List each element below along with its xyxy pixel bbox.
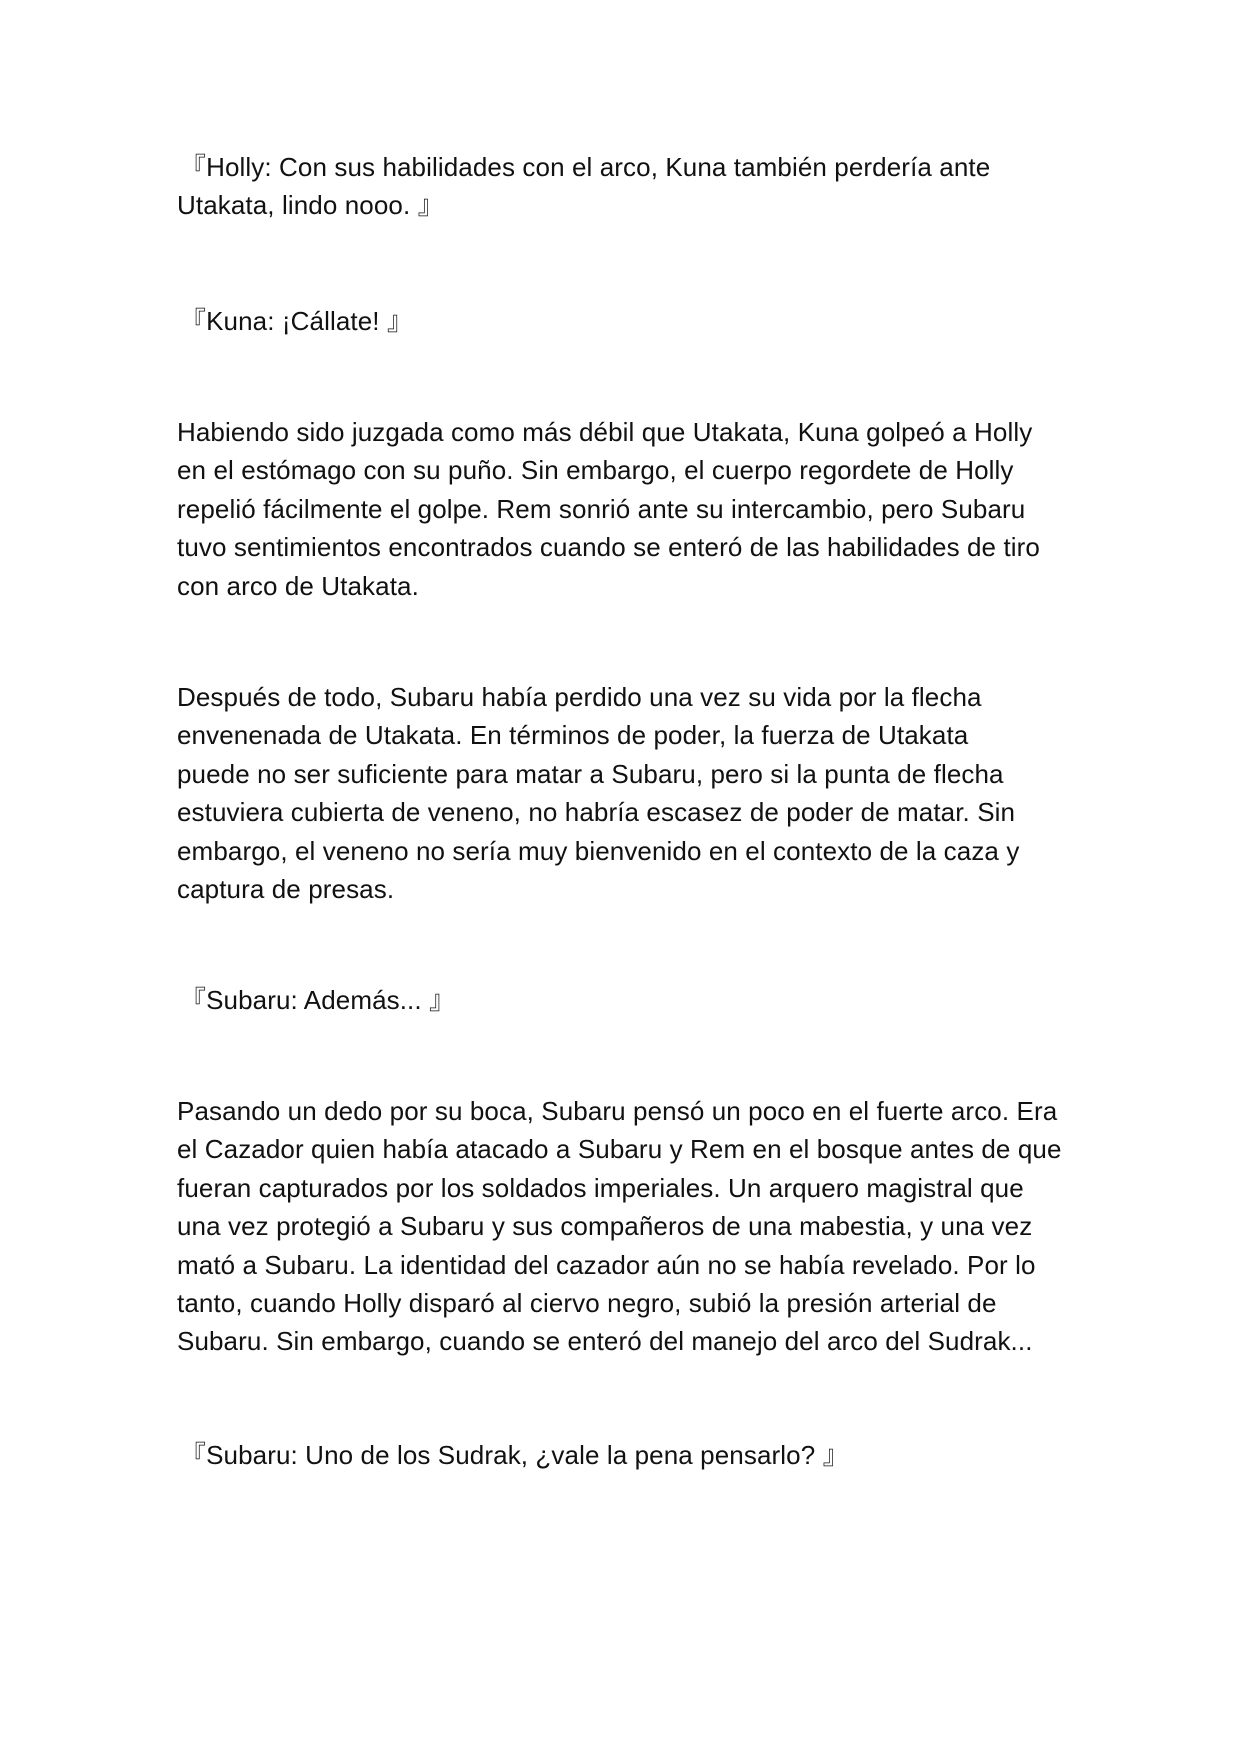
text-line: envenenada de Utakata. En términos de poder, la fuerza de Utakata (177, 720, 969, 751)
text-line: 『Holly: Con sus habilidades con el arco, Kuna también perdería ante (180, 152, 991, 182)
text-line: Después de todo, Subaru había perdido una vez su vida por la flecha (177, 682, 982, 712)
dialogue-kuna (180, 302, 1080, 340)
text-line: una vez protegió a Subaru y sus compañeros de una mabestia, y una vez (177, 1211, 1033, 1242)
text-line: fueran capturados por los soldados imperiales. Un arquero magistral que (177, 1172, 1024, 1203)
text-line: tanto, cuando Holly disparó al ciervo negro, subió la presión arterial de (177, 1288, 997, 1319)
dialogue-holly (177, 148, 1080, 225)
text-line: con arco de Utakata. (177, 570, 419, 601)
narration-paragraph-1 (177, 413, 1077, 605)
narration-paragraph-2 (177, 678, 1077, 908)
text-line: Pasando un dedo por su boca, Subaru pensó un poco en el fuerte arco. Era (177, 1096, 1058, 1126)
text-line: embargo, el veneno no sería muy bienvenido en el contexto de la caza y (177, 835, 1020, 866)
text-line: captura de presas. (177, 874, 395, 905)
text-line: Utakata, lindo nooo. 』 (177, 190, 444, 221)
text-line: puede no ser suficiente para matar a Subaru, pero si la punta de flecha (177, 758, 1004, 789)
narration-paragraph-3 (177, 1092, 1077, 1361)
text-line: 『Subaru: Uno de los Sudrak, ¿vale la pena pensarlo? 』 (180, 1440, 849, 1470)
text-line: en el estómago con su puño. Sin embargo, el cuerpo regordete de Holly (177, 455, 1014, 486)
text-line: tuvo sentimientos encontrados cuando se enteró de las habilidades de tiro (177, 532, 1040, 563)
text-line: repelió fácilmente el golpe. Rem sonrió ante su intercambio, pero Subaru (177, 493, 1026, 524)
dialogue-subaru-2 (180, 1436, 1080, 1474)
text-line: estuviera cubierta de veneno, no habría escasez de poder de matar. Sin (177, 797, 1016, 828)
text-line: Subaru. Sin embargo, cuando se enteró del manejo del arco del Sudrak... (177, 1326, 1033, 1357)
text-line: 『Subaru: Además... 』 (180, 985, 456, 1015)
dialogue-subaru-1 (180, 981, 1080, 1019)
text-line: 『Kuna: ¡Cállate! 』 (180, 306, 414, 336)
text-line: Habiendo sido juzgada como más débil que Utakata, Kuna golpeó a Holly (177, 417, 1033, 447)
text-line: el Cazador quien había atacado a Subaru y Rem en el bosque antes de que (177, 1134, 1062, 1165)
text-line: mató a Subaru. La identidad del cazador aún no se había revelado. Por lo (177, 1249, 1036, 1280)
